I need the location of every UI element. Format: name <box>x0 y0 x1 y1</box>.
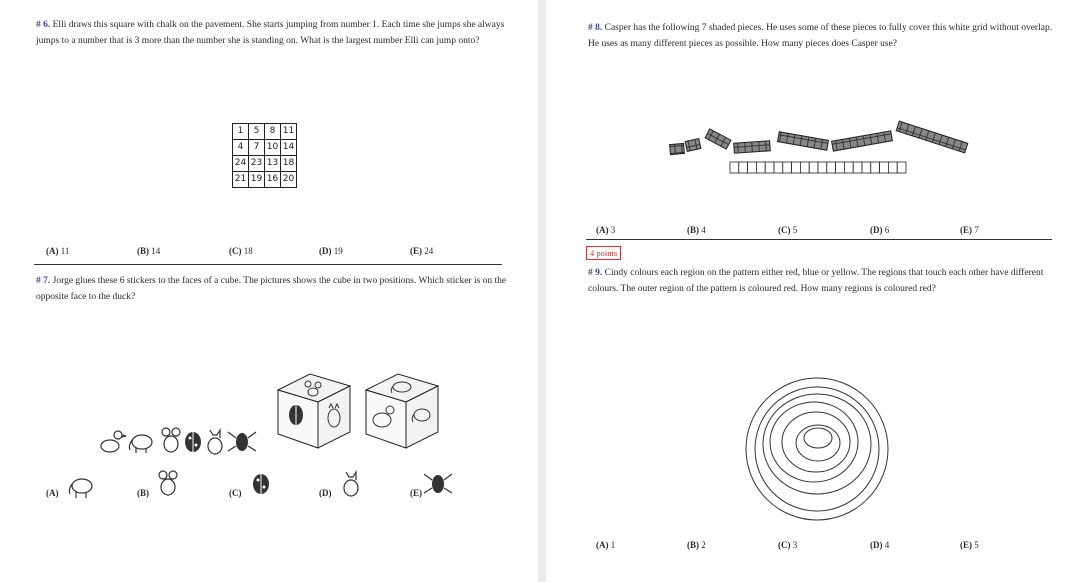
grid-row <box>233 156 297 172</box>
white-grid-cell <box>853 162 862 173</box>
white-grid-cell <box>783 162 792 173</box>
white-grid-cell <box>827 162 836 173</box>
q8-option-b[interactable]: (B) 4 <box>687 225 706 235</box>
q8-number: # 8. <box>588 23 603 33</box>
elephant-icon <box>69 479 92 498</box>
grid-cell: 7 <box>249 140 265 156</box>
mouse-icon <box>159 471 177 495</box>
white-grid-cell <box>880 162 889 173</box>
grid-cell: 18 <box>281 156 297 172</box>
white-grid-cell <box>756 162 765 173</box>
q7-body: Jorge glues these 6 stickers to the faces of a cube. The pictures shows the cube in two positions. Which sticker is on the opposite face to the duck? <box>36 276 507 302</box>
cat-icon <box>208 430 222 454</box>
q6-body: Elli draws this square with chalk on the pavement. She starts jumping from number 1. Each time she jumps she always jumps to a number that is 3 more than the number she is standing on. What is the largest number Elli can jump onto? <box>36 20 505 46</box>
q6-number: # 6. <box>36 20 51 30</box>
white-grid-cell <box>809 162 818 173</box>
fly-icon <box>228 432 256 451</box>
grid-cell: 1 <box>233 124 249 140</box>
grid-cell: 23 <box>249 156 265 172</box>
grid-cell: 24 <box>233 156 249 172</box>
q7-number: # 7. <box>36 276 51 286</box>
right-page <box>546 0 1080 582</box>
q6-option-c[interactable]: (C) 18 <box>229 246 253 256</box>
q6-option-e[interactable]: (E) 24 <box>410 246 434 256</box>
white-grid-cell <box>748 162 757 173</box>
q6-text <box>36 17 508 49</box>
elephant-icon <box>129 435 152 453</box>
white-grid-cell <box>818 162 827 173</box>
q7-option-e[interactable]: (E) <box>410 488 422 498</box>
white-grid-cell <box>739 162 748 173</box>
white-grid-cell <box>897 162 906 173</box>
q6-number-grid <box>232 123 297 188</box>
white-grid-cell <box>888 162 897 173</box>
left-page <box>0 0 538 582</box>
white-grid-cell <box>871 162 880 173</box>
q9-option-d[interactable]: (D) 4 <box>870 540 890 550</box>
q6-option-d[interactable]: (D) 19 <box>319 246 343 256</box>
q9-option-b[interactable]: (B) 2 <box>687 540 706 550</box>
q7-cube-1 <box>274 370 354 450</box>
q7-option-b[interactable]: (B) <box>137 488 149 498</box>
white-grid-cell <box>792 162 801 173</box>
q7-stickers <box>98 420 258 456</box>
q8-text <box>588 20 1058 52</box>
q7-cube-2 <box>362 370 442 450</box>
q9-text <box>588 265 1058 297</box>
grid-cell: 19 <box>249 172 265 188</box>
q9-option-a[interactable]: (A) 1 <box>596 540 616 550</box>
white-grid-cell <box>836 162 845 173</box>
grid-row <box>233 124 297 140</box>
q9-ring-pattern <box>744 376 890 522</box>
grid-cell: 21 <box>233 172 249 188</box>
q8-option-e[interactable]: (E) 7 <box>960 225 979 235</box>
white-grid-cell <box>800 162 809 173</box>
ladybug-icon <box>289 405 303 425</box>
points-badge: 4 points <box>586 246 621 260</box>
grid-cell: 10 <box>265 140 281 156</box>
grid-cell: 8 <box>265 124 281 140</box>
q8-white-grid <box>729 161 909 175</box>
q9-number: # 9. <box>588 268 603 278</box>
grid-cell: 16 <box>265 172 281 188</box>
q8-option-d[interactable]: (D) 6 <box>870 225 890 235</box>
q8-body: Casper has the following 7 shaded pieces. He uses some of these pieces to fully cover this white grid without overlap. He uses as many different pieces as possible. How many pieces does Casper use? <box>588 23 1053 49</box>
q8-option-a[interactable]: (A) 3 <box>596 225 616 235</box>
q7-option-d[interactable]: (D) <box>319 488 332 498</box>
white-grid-cell <box>730 162 739 173</box>
white-grid-cell <box>765 162 774 173</box>
q9-option-e[interactable]: (E) 5 <box>960 540 979 550</box>
ladybug-icon <box>253 474 269 494</box>
mouse-icon <box>162 428 180 452</box>
cat-icon <box>344 472 358 496</box>
ladybug-icon <box>185 432 201 452</box>
q7-option-a[interactable]: (A) <box>46 488 59 498</box>
q6-option-b[interactable]: (B) 14 <box>137 246 161 256</box>
grid-cell: 13 <box>265 156 281 172</box>
divider <box>34 264 502 265</box>
grid-row <box>233 140 297 156</box>
white-grid-cell <box>774 162 783 173</box>
fly-icon <box>424 474 452 493</box>
divider <box>586 239 1052 240</box>
q9-body: Cindy colours each region on the pattern either red, blue or yellow. The regions that touch each other have different colours. The outer region of the pattern is coloured red. How many regions is coloured red? <box>588 268 1044 294</box>
grid-cell: 14 <box>281 140 297 156</box>
grid-cell: 11 <box>281 124 297 140</box>
q7-option-icons <box>0 466 538 502</box>
grid-row <box>233 172 297 188</box>
duck-icon <box>101 431 126 452</box>
q8-shaded-pieces <box>668 118 973 163</box>
grid-cell: 4 <box>233 140 249 156</box>
grid-cell: 5 <box>249 124 265 140</box>
q9-option-c[interactable]: (C) 3 <box>778 540 798 550</box>
white-grid-cell <box>844 162 853 173</box>
q6-option-a[interactable]: (A) 11 <box>46 246 70 256</box>
q7-option-c[interactable]: (C) <box>229 488 242 498</box>
q7-text <box>36 273 508 305</box>
q8-option-c[interactable]: (C) 5 <box>778 225 798 235</box>
white-grid-cell <box>862 162 871 173</box>
grid-cell: 20 <box>281 172 297 188</box>
